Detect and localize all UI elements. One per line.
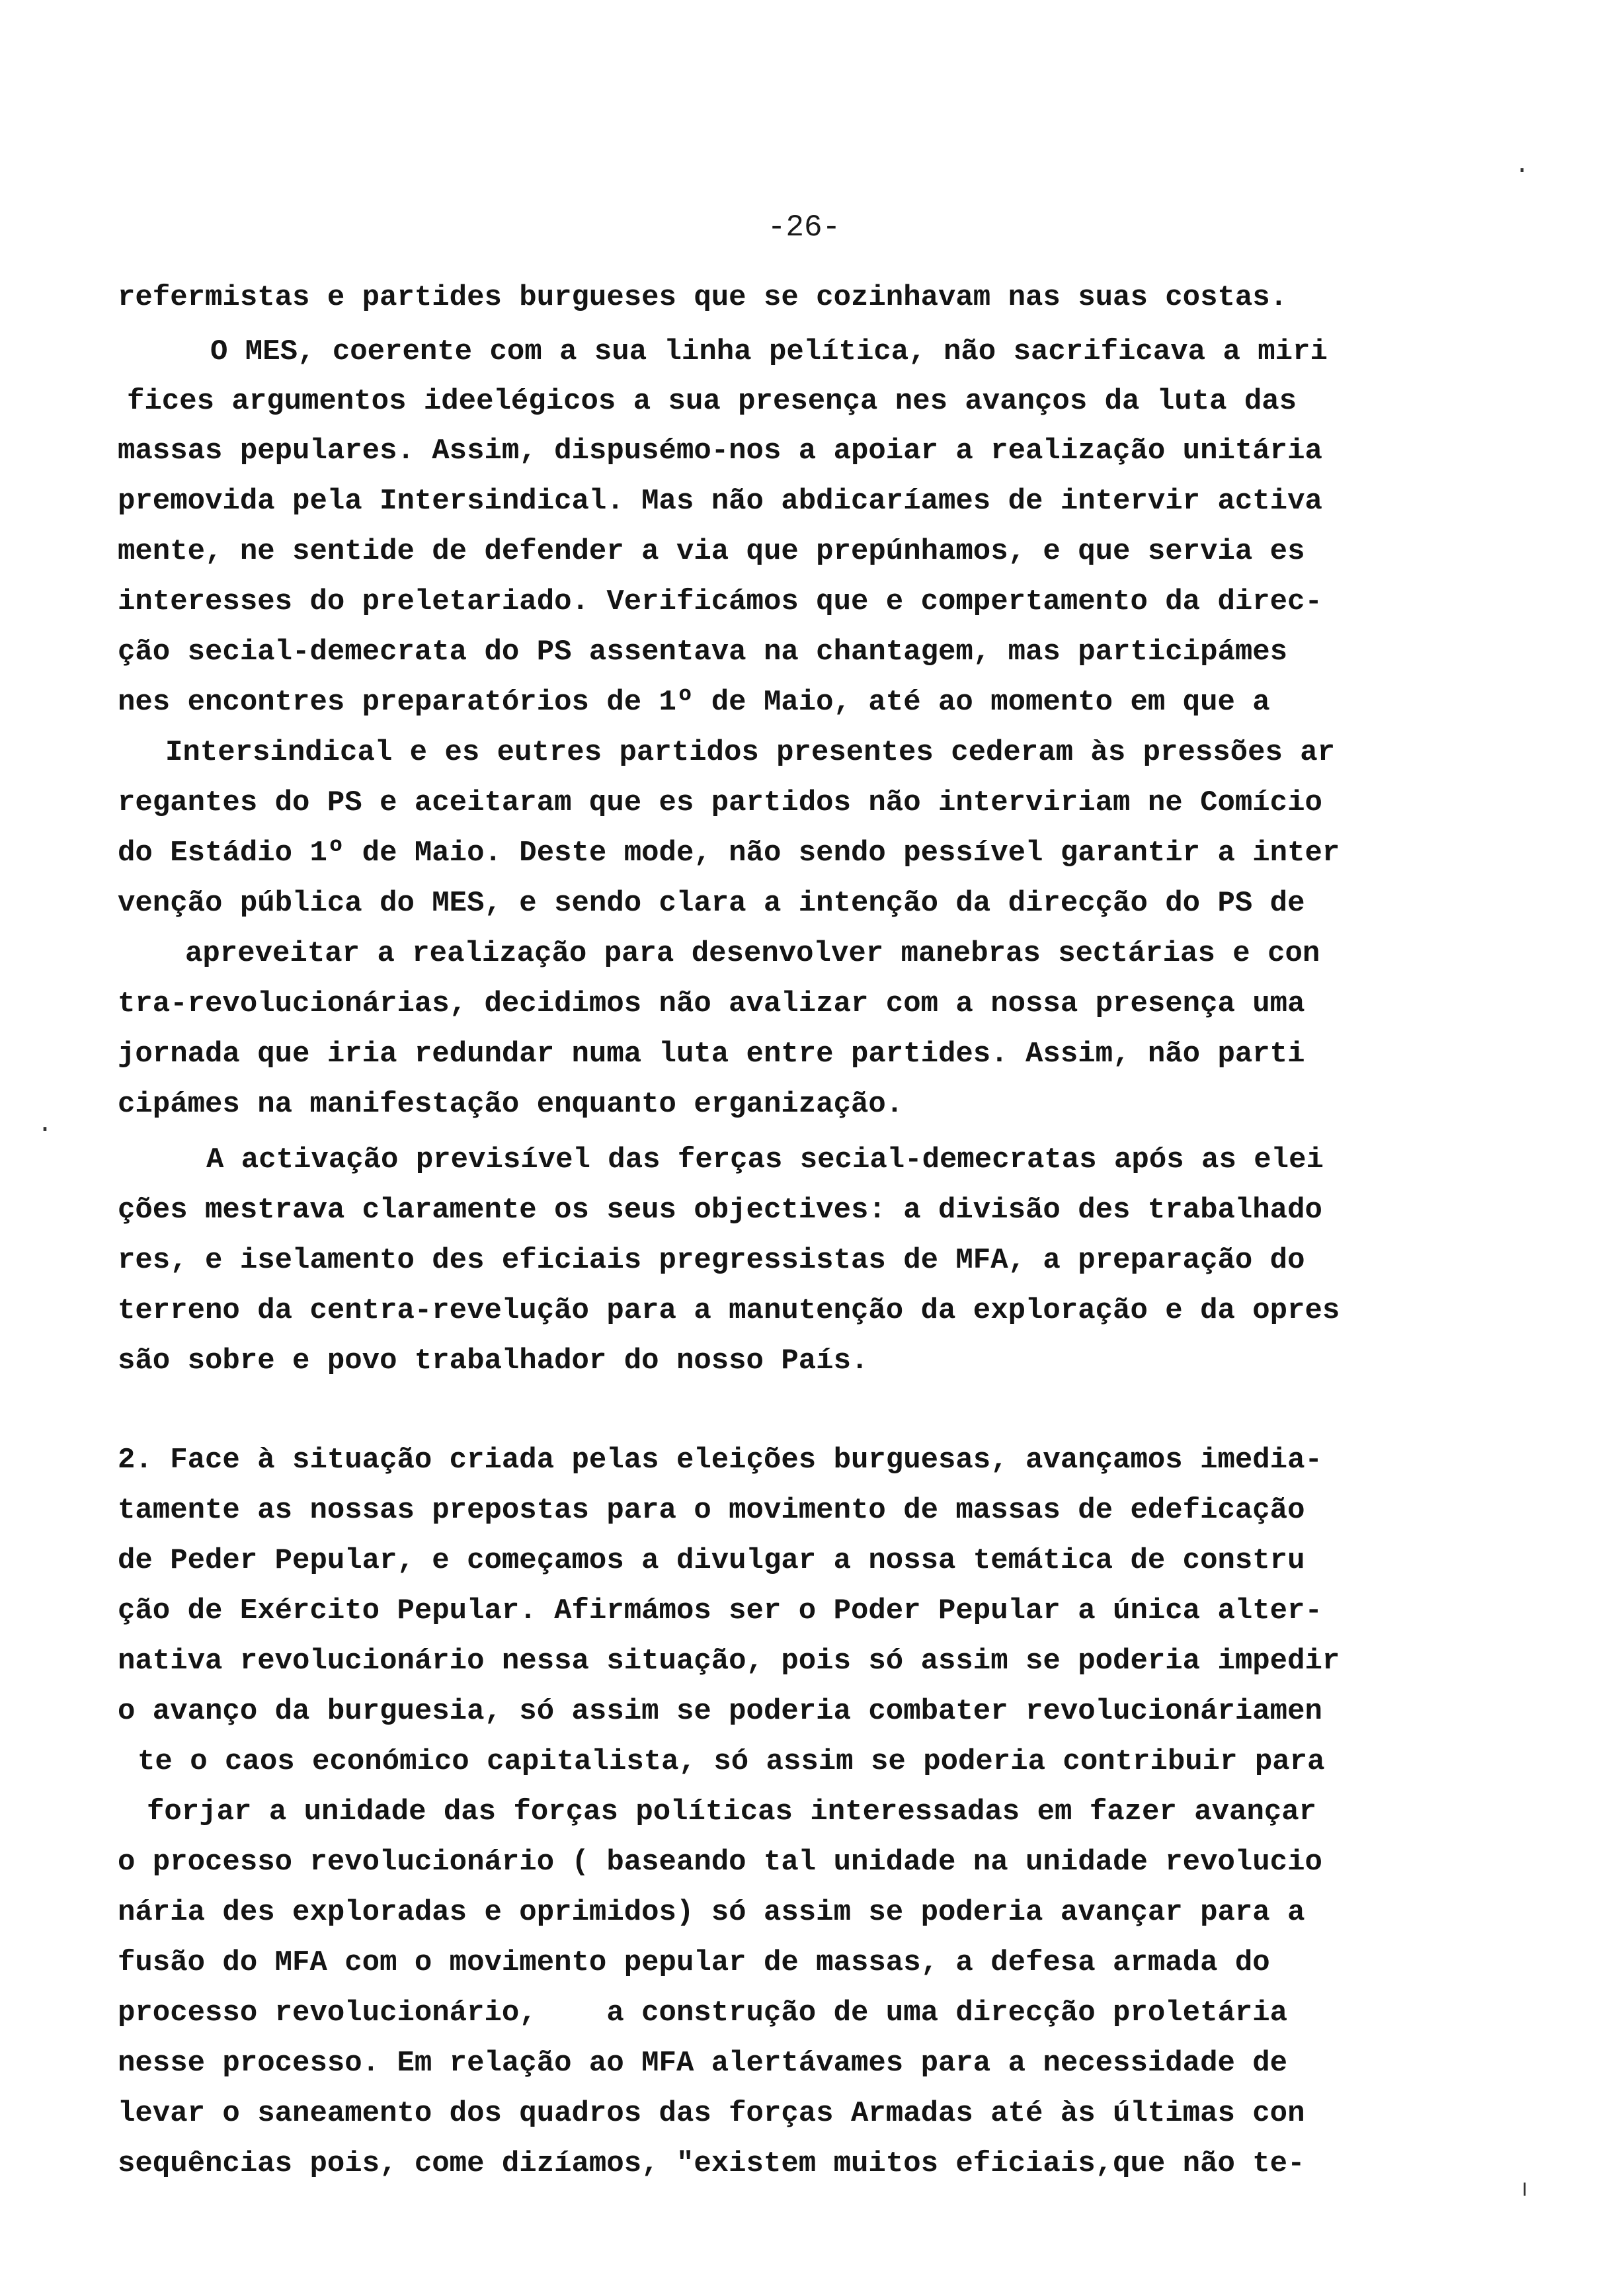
text-line: regantes do PS e aceitaram que es partidos não interviriam ne Comício (118, 786, 1322, 819)
text-line: fices argumentos ideelégicos a sua presença nes avanços da luta das (127, 385, 1297, 418)
text-line: refermistas e partides burgueses que se cozinhavam nas suas costas. (118, 281, 1288, 314)
text-line: o avanço da burguesia, só assim se poderia combater revolucionáriamen (118, 1695, 1322, 1728)
text-line: nativa revolucionário nessa situação, pois só assim se poderia impedir (118, 1645, 1340, 1678)
text-line: mente, ne sentide de defender a via que prepúnhamos, e que servia es (118, 535, 1305, 568)
text-line: ção de Exército Pepular. Afirmámos ser o Poder Pepular a única alter- (118, 1594, 1322, 1627)
margin-speck: · (37, 1115, 54, 1145)
text-line: apreveitar a realização para desenvolver manebras sectárias e con (185, 937, 1320, 970)
text-line: massas pepulares. Assim, dispusémo-nos a apoiar a realização unitária (118, 434, 1322, 468)
page-number: -26- (767, 210, 841, 245)
text-line: tamente as nossas prepostas para o movimento de massas de edeficação (118, 1494, 1305, 1527)
text-line: venção pública do MES, e sendo clara a intenção da direcção do PS de (118, 887, 1305, 920)
text-line: nária des exploradas e oprimidos) só assim se poderia avançar para a (118, 1896, 1305, 1929)
text-line: 2. Face à situação criada pelas eleições burguesas, avançamos imedia- (118, 1444, 1322, 1477)
margin-speck: · (1514, 156, 1531, 186)
text-line: sequências pois, come dizíamos, "existem muitos eficiais,que não te- (118, 2147, 1305, 2180)
text-line: tra-revolucionárias, decidimos não avalizar com a nossa presença uma (118, 987, 1305, 1020)
text-line: são sobre e povo trabalhador do nosso País. (118, 1344, 869, 1377)
text-line: ções mestrava claramente os seus objectives: a divisão des trabalhado (118, 1194, 1322, 1227)
text-line: res, e iselamento des eficiais pregressistas de MFA, a preparação do (118, 1244, 1305, 1277)
text-line: de Peder Pepular, e começamos a divulgar a nossa temática de constru (118, 1544, 1305, 1577)
text-line: forjar a unidade das forças políticas interessadas em fazer avançar (147, 1795, 1317, 1828)
text-line: ção secial-demecrata do PS assentava na chantagem, mas participámes (118, 636, 1288, 669)
text-line: te o caos económico capitalista, só assim se poderia contribuir para (138, 1745, 1325, 1778)
text-line: premovida pela Intersindical. Mas não abdicaríames de intervir activa (118, 485, 1322, 518)
text-line: Intersindical e es eutres partidos presentes cederam às pressões ar (165, 736, 1336, 769)
text-line: jornada que iria redundar numa luta entre partides. Assim, não parti (118, 1038, 1305, 1071)
text-line: O MES, coerente com a sua linha pelítica, não sacrificava a miri (210, 335, 1328, 368)
text-line: do Estádio 1º de Maio. Deste mode, não sendo pessível garantir a inter (118, 837, 1340, 870)
text-line: levar o saneamento dos quadros das forças Armadas até às últimas con (118, 2097, 1305, 2130)
text-line: nesse processo. Em relação ao MFA alertávames para a necessidade de (118, 2047, 1288, 2080)
text-line: nes encontres preparatórios de 1º de Maio, até ao momento em que a (118, 686, 1270, 719)
text-line: o processo revolucionário ( baseando tal unidade na unidade revolucio (118, 1846, 1322, 1879)
margin-speck: ᴵ (1517, 2181, 1533, 2211)
text-line: terreno da centra-revelução para a manutenção da exploração e da opres (118, 1294, 1340, 1327)
text-line: fusão do MFA com o movimento pepular de massas, a defesa armada do (118, 1946, 1270, 1979)
text-line: processo revolucionário, a construção de uma direcção proletária (118, 1996, 1288, 2030)
text-line: interesses do preletariado. Verificámos que e compertamento da direc- (118, 585, 1322, 618)
text-line: cipámes na manifestação enquanto erganização. (118, 1088, 904, 1121)
text-line: A activação previsível das ferças secial-demecratas após as elei (206, 1143, 1324, 1176)
